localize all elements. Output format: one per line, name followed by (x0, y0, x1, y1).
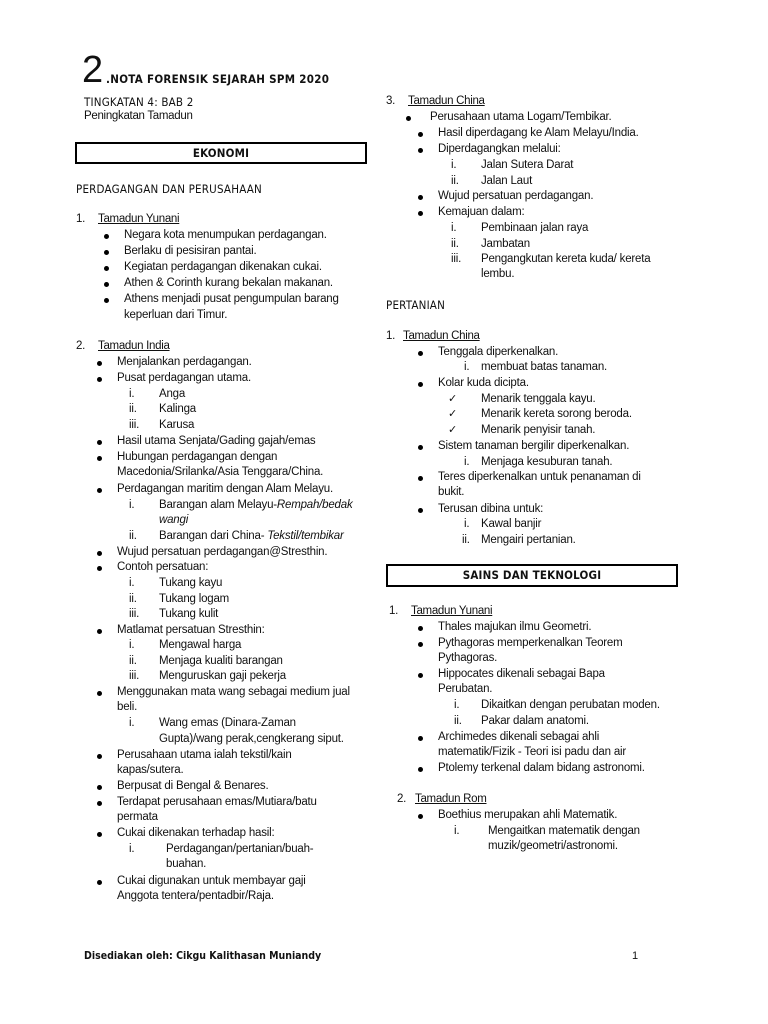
checklist-item (448, 423, 596, 439)
heading-tamadun-yunani-sains (389, 604, 492, 620)
item-number: 2. (76, 340, 85, 352)
sub-item-text: Jalan Laut (481, 175, 533, 187)
bullet-icon (97, 691, 102, 696)
sub-item (451, 252, 651, 268)
list-item (117, 795, 317, 811)
list-item-text: Berpusat di Bengal & Benares. (117, 780, 269, 792)
sub-item (129, 842, 314, 858)
bullet-icon (104, 282, 109, 287)
list-item (117, 371, 251, 387)
checklist-item (448, 407, 632, 423)
list-item (117, 748, 292, 764)
bullet-icon (97, 440, 102, 445)
bullet-icon (418, 814, 423, 819)
sub-item-text: Menjaga kesuburan tanah. (481, 456, 613, 468)
list-item (117, 450, 277, 466)
list-item (117, 685, 350, 701)
bullet-icon (97, 551, 102, 556)
footer-author: Disediakan oleh: Cikgu Kalithasan Muniandy (84, 950, 322, 962)
list-item-continued: Macedonia/Srilanka/Asia Tenggara/China. (117, 466, 324, 478)
section-heading-pertanian: PERTANIAN (386, 298, 446, 312)
list-item-continued: Perubatan. (438, 683, 493, 695)
heading-label: Tamadun China (408, 95, 485, 107)
list-item (430, 110, 612, 126)
list-item-continued: permata (117, 811, 158, 823)
document-title: .NOTA FORENSIK SEJARAH SPM 2020 (106, 72, 330, 86)
list-item-text: Hubungan perdagangan dengan (117, 451, 278, 463)
list-item-continued: bukit. (438, 486, 465, 498)
roman-numeral: ii. (462, 534, 470, 546)
list-item-text: Hasil diperdagang ke Alam Melayu/India. (438, 127, 639, 139)
bullet-icon (97, 488, 102, 493)
list-item (438, 636, 623, 652)
list-item (124, 260, 322, 276)
list-item (117, 545, 327, 561)
bullet-icon (418, 767, 423, 772)
bullet-icon (418, 351, 423, 356)
section-box-sains-teknologi: SAINS DAN TEKNOLOGI (386, 564, 678, 587)
list-item-text: Menggunakan mata wang sebagai medium jual (117, 686, 350, 698)
item-number: 1. (386, 330, 395, 342)
list-item-text: Kegiatan perdagangan dikenakan cukai. (124, 261, 322, 273)
sub-item-continued: buahan. (166, 858, 207, 870)
sub-item-text: Tukang logam (159, 593, 230, 605)
roman-numeral: i. (129, 499, 135, 511)
bullet-icon (97, 880, 102, 885)
list-item-text: Tenggala diperkenalkan. (438, 346, 559, 358)
sub-item (454, 698, 660, 714)
sub-item (464, 360, 608, 376)
sub-item-text: Dikaitkan dengan perubatan moden. (481, 699, 660, 711)
sub-item-continued: muzik/geometri/astronomi. (488, 840, 618, 852)
sub-item (129, 529, 344, 545)
sub-item-continued: lembu. (481, 268, 515, 280)
bullet-icon (418, 148, 423, 153)
sub-item-text: Karusa (159, 419, 195, 431)
sub-item (454, 714, 589, 730)
list-item-text: Kolar kuda dicipta. (438, 377, 529, 389)
sub-item-text: Pengangkutan kereta kuda/ kereta (481, 253, 651, 265)
roman-numeral: ii. (129, 530, 137, 542)
sub-item-text: Mengairi pertanian. (481, 534, 576, 546)
sub-item (129, 607, 219, 623)
roman-numeral: iii. (451, 253, 462, 265)
list-item-continued: Pythagoras. (438, 652, 498, 664)
roman-numeral: ii. (129, 655, 137, 667)
subtitle-tingkatan: TINGKATAN 4: BAB 2 (84, 95, 194, 109)
sub-item-text: Mengawal harga (159, 639, 242, 651)
list-item-text: Athens menjadi pusat pengumpulan barang (124, 293, 339, 305)
list-item (438, 470, 641, 486)
heading-tamadun-yunani (76, 212, 179, 228)
sub-item (451, 221, 589, 237)
roman-numeral: ii. (451, 238, 459, 250)
list-item (438, 761, 645, 777)
bullet-icon (104, 234, 109, 239)
list-item-continued: kapas/sutera. (117, 764, 184, 776)
checkmark-icon: ✓ (448, 424, 458, 436)
bullet-icon (97, 785, 102, 790)
checkmark-icon: ✓ (448, 408, 458, 420)
list-item-text: Hasil utama Senjata/Gading gajah/emas (117, 435, 316, 447)
sub-item-text: Menguruskan gaji pekerja (159, 670, 286, 682)
list-item (117, 826, 274, 842)
roman-numeral: i. (464, 456, 470, 468)
bullet-icon (97, 754, 102, 759)
heading-label: Tamadun India (98, 340, 170, 352)
heading-tamadun-rom (397, 792, 486, 808)
sub-item-text: Jambatan (481, 238, 530, 250)
checklist-item-text: Menarik penyisir tanah. (481, 424, 596, 436)
list-item (124, 228, 327, 244)
page-number-large: 2 (82, 49, 104, 91)
list-item-text: Cukai digunakan untuk membayar gaji (117, 875, 306, 887)
list-item-text: Negara kota menumpukan perdagangan. (124, 229, 327, 241)
list-item-text: Menjalankan perdagangan. (117, 356, 252, 368)
heading-label: Tamadun Yunani (411, 605, 493, 617)
footer-page-number: 1 (632, 950, 639, 962)
bullet-icon (97, 801, 102, 806)
list-item (438, 126, 639, 142)
sub-item-text: Anga (159, 388, 186, 400)
roman-numeral: i. (454, 825, 460, 837)
list-item (438, 142, 561, 158)
sub-item-text: membuat batas tanaman. (481, 361, 608, 373)
list-item (117, 560, 208, 576)
subtitle-topic: Peningkatan Tamadun (84, 110, 193, 122)
sub-item-text: Jalan Sutera Darat (481, 159, 574, 171)
list-item-text: Boethius merupakan ahli Matematik. (438, 809, 618, 821)
sub-item (451, 237, 530, 253)
roman-numeral: i. (451, 222, 457, 234)
roman-numeral: i. (129, 639, 135, 651)
list-item-text: Athen & Corinth kurang bekalan makanan. (124, 277, 333, 289)
list-item (438, 345, 558, 361)
list-item-text: Thales majukan ilmu Geometri. (438, 621, 592, 633)
bullet-icon (418, 642, 423, 647)
sub-item-text: Kawal banjir (481, 518, 542, 530)
sub-item-text: Tukang kulit (159, 608, 219, 620)
bullet-icon (97, 832, 102, 837)
sub-item (129, 418, 195, 434)
bullet-icon (418, 211, 423, 216)
roman-numeral: iii. (129, 670, 140, 682)
roman-numeral: i. (451, 159, 457, 171)
section-heading-perdagangan: PERDAGANGAN DAN PERUSAHAAN (76, 182, 262, 196)
list-item-text: Wujud persatuan perdagangan@Stresthin. (117, 546, 328, 558)
sub-item (454, 824, 640, 840)
bullet-icon (406, 116, 411, 121)
list-item-continued: matematik/Fizik - Teori isi padu dan air (438, 746, 626, 758)
sub-item-text: Wang emas (Dinara-Zaman (159, 717, 296, 729)
sub-item-text: Pakar dalam anatomi. (481, 715, 589, 727)
roman-numeral: i. (464, 361, 470, 373)
sub-item-italic: Rempah/bedak (276, 499, 353, 511)
list-item (117, 434, 315, 450)
heading-tamadun-india (76, 339, 170, 355)
sub-item-text: Barangan alam Melayu- (159, 499, 277, 511)
bullet-icon (418, 195, 423, 200)
sub-item (464, 455, 613, 471)
checklist-item-text: Menarik tenggala kayu. (481, 393, 596, 405)
list-item-text: Sistem tanaman bergilir diperkenalkan. (438, 440, 630, 452)
list-item (117, 779, 268, 795)
list-item (438, 667, 605, 683)
bullet-icon (418, 508, 423, 513)
list-item-continued: beli. (117, 701, 138, 713)
sub-item (129, 498, 353, 514)
list-item-text: Hippocates dikenali sebagai Bapa (438, 668, 605, 680)
sub-item-text: Pembinaan jalan raya (481, 222, 589, 234)
list-item-text: Kemajuan dalam: (438, 206, 525, 218)
list-item-text: Contoh persatuan: (117, 561, 209, 573)
sub-item (464, 517, 542, 533)
roman-numeral: ii. (451, 175, 459, 187)
list-item-text: Terusan dibina untuk: (438, 503, 544, 515)
sub-item (129, 638, 242, 654)
list-item-text: Berlaku di pesisiran pantai. (124, 245, 257, 257)
list-item (124, 244, 256, 260)
list-item (438, 189, 593, 205)
sub-item (129, 669, 286, 685)
list-item-text: Pythagoras memperkenalkan Teorem (438, 637, 623, 649)
sub-item-italic: wangi (159, 514, 189, 526)
bullet-icon (418, 445, 423, 450)
sub-item-continued: Gupta)/wang perak,cengkerang siput. (159, 733, 344, 745)
roman-numeral: ii. (129, 403, 137, 415)
bullet-icon (104, 298, 109, 303)
bullet-icon (104, 266, 109, 271)
list-item-text: Perdagangan maritim dengan Alam Melayu. (117, 483, 333, 495)
roman-numeral: ii. (129, 593, 137, 605)
item-number: 2. (397, 793, 406, 805)
bullet-icon (97, 377, 102, 382)
list-item (438, 376, 529, 392)
list-item-text: Perusahaan utama Logam/Tembikar. (430, 111, 612, 123)
list-item (117, 874, 306, 890)
section-box-ekonomi: EKONOMI (75, 142, 367, 164)
sub-item-text: Mengaitkan matematik dengan (488, 825, 640, 837)
sub-item (129, 402, 196, 418)
list-item-text: Ptolemy terkenal dalam bidang astronomi. (438, 762, 645, 774)
sub-item (129, 387, 186, 403)
list-item (117, 482, 333, 498)
list-item-text: Terdapat perusahaan emas/Mutiara/batu (117, 796, 317, 808)
list-item (117, 623, 265, 639)
list-item-text: Archimedes dikenali sebagai ahli (438, 731, 600, 743)
heading-label: Tamadun Yunani (98, 213, 180, 225)
list-item-text: Matlamat persatuan Stresthin: (117, 624, 265, 636)
sub-item (129, 654, 283, 670)
list-item (124, 292, 339, 308)
roman-numeral: i. (129, 388, 135, 400)
bullet-icon (97, 566, 102, 571)
heading-tamadun-china (386, 94, 485, 110)
bullet-icon (418, 673, 423, 678)
list-item-text: Teres diperkenalkan untuk penanaman di (438, 471, 641, 483)
sub-item (462, 533, 576, 549)
sub-item (451, 158, 574, 174)
sub-item-text: Perdagangan/pertanian/buah- (166, 843, 314, 855)
roman-numeral: i. (129, 717, 135, 729)
sub-item-text: Tukang kayu (159, 577, 223, 589)
list-item (438, 205, 525, 221)
bullet-icon (418, 736, 423, 741)
sub-item (129, 716, 296, 732)
item-number: 1. (76, 213, 85, 225)
list-item-text: Perusahaan utama ialah tekstil/kain (117, 749, 292, 761)
heading-label: Tamadun China (403, 330, 480, 342)
list-item (124, 276, 333, 292)
list-item-text: Pusat perdagangan utama. (117, 372, 251, 384)
roman-numeral: iii. (129, 419, 140, 431)
sub-item (129, 592, 230, 608)
list-item (438, 620, 591, 636)
heading-label: Tamadun Rom (415, 793, 487, 805)
bullet-icon (418, 382, 423, 387)
bullet-icon (97, 456, 102, 461)
sub-item-text: Barangan dari China- (159, 530, 265, 542)
roman-numeral: i. (129, 577, 135, 589)
checklist-item (448, 392, 596, 408)
bullet-icon (418, 476, 423, 481)
roman-numeral: ii. (454, 715, 462, 727)
bullet-icon (418, 132, 423, 137)
roman-numeral: iii. (129, 608, 140, 620)
item-number: 3. (386, 95, 395, 107)
list-item (438, 730, 599, 746)
checkmark-icon: ✓ (448, 393, 458, 405)
sub-item-text: Kalinga (159, 403, 196, 415)
bullet-icon (97, 629, 102, 634)
heading-tamadun-china-pertanian (386, 329, 480, 345)
list-item-continued: Anggota tentera/pentadbir/Raja. (117, 890, 274, 902)
bullet-icon (97, 361, 102, 366)
list-item (438, 502, 543, 518)
bullet-icon (418, 626, 423, 631)
item-number: 1. (389, 605, 398, 617)
bullet-icon (104, 250, 109, 255)
list-item-text: Diperdagangkan melalui: (438, 143, 561, 155)
list-item-text: Wujud persatuan perdagangan. (438, 190, 594, 202)
sub-item-text: Menjaga kualiti barangan (159, 655, 283, 667)
sub-item (129, 576, 223, 592)
roman-numeral: i. (454, 699, 460, 711)
list-item (438, 808, 617, 824)
sub-item (451, 174, 533, 190)
sub-item-italic: Tekstil/tembikar (267, 530, 344, 542)
roman-numeral: i. (464, 518, 470, 530)
sub-item-continued (159, 513, 188, 529)
list-item-text: Cukai dikenakan terhadap hasil: (117, 827, 275, 839)
roman-numeral: i. (129, 843, 135, 855)
checklist-item-text: Menarik kereta sorong beroda. (481, 408, 632, 420)
list-item (117, 355, 252, 371)
list-item (438, 439, 629, 455)
list-item-continued: keperluan dari Timur. (124, 309, 228, 321)
